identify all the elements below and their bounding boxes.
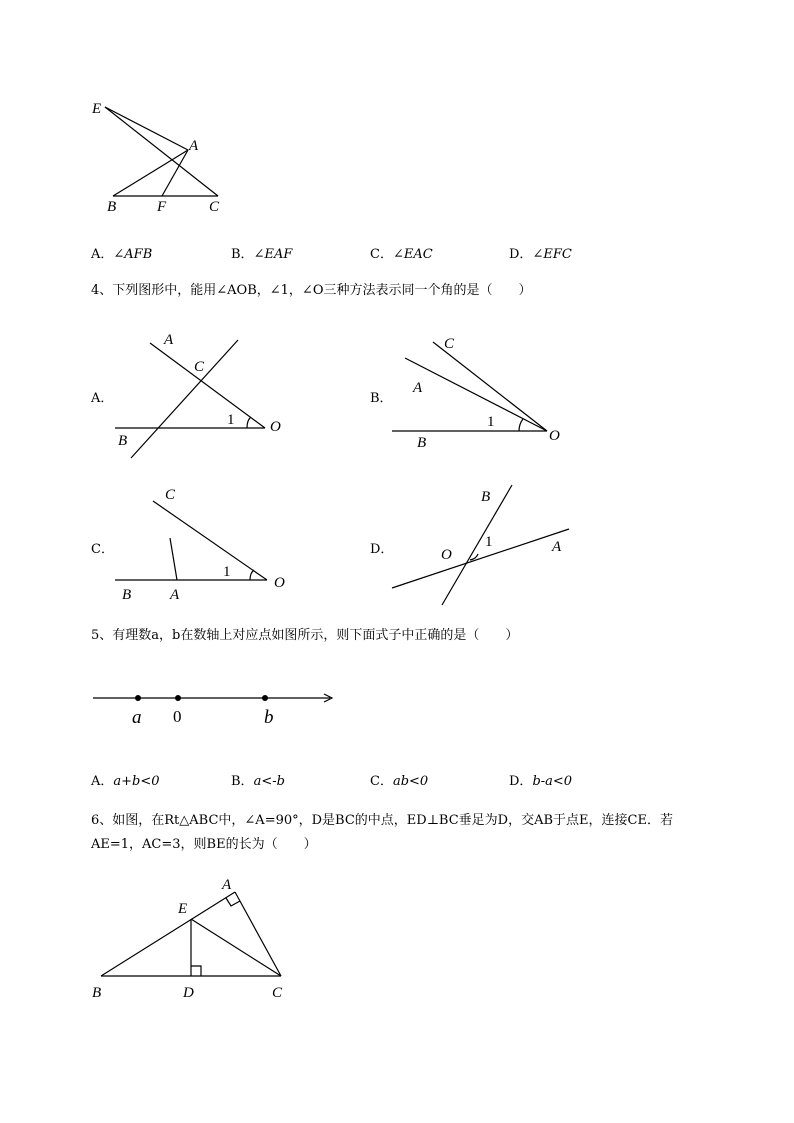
q3-figure [85, 95, 235, 220]
segment-AF [162, 150, 188, 196]
segment-AB [113, 150, 188, 196]
q4-option-c-label[interactable]: C． [91, 542, 114, 557]
label-B: B [107, 199, 117, 215]
label-O: O [270, 419, 281, 435]
label-A: A [222, 877, 232, 893]
point-zero [175, 695, 181, 701]
label-A: A [552, 539, 562, 555]
q4-option-d-label[interactable]: D． [370, 542, 394, 557]
label-a: a [132, 707, 142, 728]
q6-stem-line2: AE=1，AC=3，则BE的长为（ ） [91, 837, 317, 852]
segment-A [170, 538, 177, 580]
label-B: B [417, 435, 427, 451]
q3-option-d[interactable]: D．∠EFC [509, 247, 572, 262]
label-zero: 0 [173, 707, 182, 726]
q4-figure-a [110, 325, 300, 465]
point-b [262, 695, 268, 701]
q5-number-line [88, 680, 343, 730]
angle-arc-1 [247, 417, 251, 428]
label-1: 1 [223, 564, 231, 580]
label-O: O [274, 575, 285, 591]
q5-option-d[interactable]: D．b-a<0 [509, 774, 573, 789]
right-angle-D [191, 966, 201, 976]
q5-option-c[interactable]: C．ab<0 [370, 774, 429, 789]
label-C: C [209, 199, 220, 215]
q3-option-c[interactable]: C．∠EAC [370, 247, 433, 262]
segment-EC [105, 107, 218, 196]
label-A: A [164, 332, 174, 348]
label-E: E [178, 901, 188, 917]
label-E: E [92, 101, 102, 117]
label-1: 1 [487, 414, 495, 430]
right-angle-A [226, 898, 240, 906]
q4-figure-d [385, 478, 580, 613]
label-B: B [122, 587, 132, 603]
label-A: A [413, 380, 423, 396]
ray-OA [150, 343, 265, 428]
label-A: A [189, 138, 199, 154]
segment-EC [191, 919, 281, 976]
segment-EA [105, 107, 188, 150]
segment-AC [235, 892, 281, 976]
label-A: A [170, 587, 180, 603]
label-b: b [264, 707, 274, 728]
label-B: B [118, 433, 128, 449]
q4-figure-c [110, 478, 300, 608]
q4-figure-b [385, 325, 575, 455]
label-O: O [549, 428, 560, 444]
label-D: D [183, 985, 194, 1001]
q6-stem-line1: 6、如图，在Rt△ABC中，∠A=90°，D是BC的中点，ED⊥BC垂足为D，交AB于点E，连接CE．若 [91, 813, 673, 828]
q4-option-b-label[interactable]: B． [370, 391, 393, 406]
q5-option-b[interactable]: B．a<-b [231, 774, 285, 789]
label-1: 1 [485, 534, 493, 550]
q5-stem: 5、有理数a，b在数轴上对应点如图所示，则下面式子中正确的是（ ） [91, 628, 519, 643]
line-OB [442, 485, 512, 605]
label-O: O [441, 547, 452, 563]
q4-stem: 4、下列图形中，能用∠AOB，∠1，∠O三种方法表示同一个角的是（ ） [91, 283, 532, 298]
q4-option-a-label[interactable]: A． [91, 391, 114, 406]
label-C: C [165, 487, 176, 503]
label-B: B [92, 985, 102, 1001]
ray-OA [405, 358, 547, 431]
label-1: 1 [227, 412, 235, 428]
q3-option-b[interactable]: B．∠EAF [231, 247, 293, 262]
angle-arc-1 [250, 570, 254, 580]
q6-figure [85, 870, 300, 1005]
label-C: C [194, 359, 205, 375]
label-C: C [272, 985, 283, 1001]
q3-option-a[interactable]: A．∠AFB [91, 247, 153, 262]
q5-option-a[interactable]: A．a+b<0 [91, 774, 160, 789]
label-B: B [481, 489, 491, 505]
line-crossing [131, 340, 238, 458]
point-a [135, 695, 141, 701]
label-F: F [157, 199, 167, 215]
angle-arc-1 [519, 419, 523, 431]
label-C: C [444, 336, 455, 352]
